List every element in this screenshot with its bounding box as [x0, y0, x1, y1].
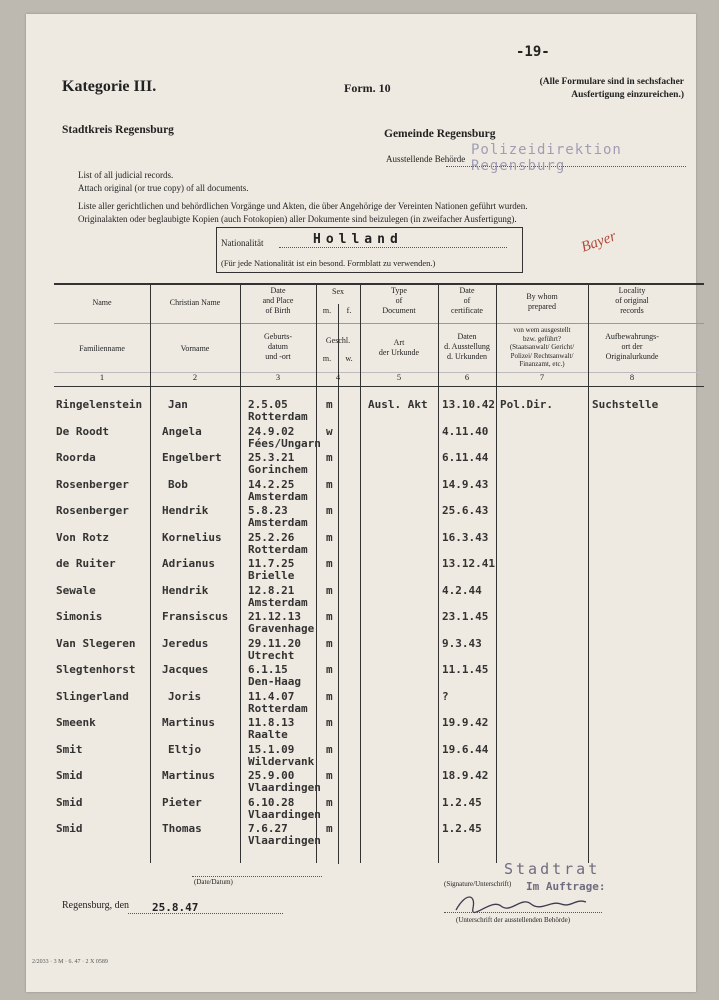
row-birth-place: Rotterdam [248, 410, 308, 423]
row-first-name: Bob [168, 477, 188, 491]
row-first-name: Joris [168, 689, 202, 703]
instruction-line: Liste aller gerichtlichen und behördlichen Vorgänge und Akten, die über Angehörige der Vereinten Nationen geführt wurden. [78, 201, 528, 211]
row-sex: m [326, 530, 333, 544]
row-birth-date: 12.8.21 [248, 583, 295, 597]
row-certificate-date: 4.2.44 [442, 583, 482, 597]
row-certificate-date: 13.10.42 [442, 398, 495, 411]
place-label: Regensburg, den [62, 900, 130, 911]
column-number: 2 [192, 372, 198, 382]
header-geschl: Geschl. [325, 336, 351, 345]
column-number: 7 [539, 372, 545, 382]
sex-subdivider [338, 304, 339, 864]
row-sex: m [326, 636, 333, 650]
row-certificate-date: 16.3.43 [442, 530, 489, 544]
row-certificate-date: 19.6.44 [442, 742, 489, 756]
header-sex-f: f. [346, 306, 352, 315]
row-sex: m [326, 663, 333, 676]
row-birth-place: Wildervank [248, 754, 315, 768]
header-sex-m: m. [322, 306, 332, 315]
row-sex: m [326, 795, 333, 809]
column-number: 3 [275, 372, 281, 382]
row-first-name: Angela [162, 424, 202, 438]
row-birth-place: Rotterdam [248, 542, 308, 556]
header-date-certificate: Date of certificate [451, 286, 483, 315]
row-sex: m [326, 398, 333, 411]
copies-note: (Alle Formulare sind in sechsfacher Ausfertigung einzureichen.) [539, 77, 684, 100]
header-daten-ausstellung: Daten d. Ausstellung d. Urkunden [444, 332, 490, 361]
row-birth-date: 25.3.21 [248, 451, 295, 464]
column-divider [150, 283, 151, 863]
row-birth-place: Brielle [248, 569, 295, 582]
row-sex: m [326, 742, 333, 756]
row-family-name: Rosenberger [56, 477, 129, 491]
row-first-name: Martinus [162, 716, 215, 729]
row-family-name: Slingerland [56, 689, 129, 703]
row-family-name: de Ruiter [56, 557, 116, 570]
district-label: Stadtkreis Regensburg [62, 124, 174, 136]
header-type-document: Type of Document [382, 286, 416, 315]
column-divider [316, 283, 317, 863]
row-birth-date: 14.2.25 [248, 477, 295, 491]
row-family-name: Roorda [56, 451, 96, 464]
row-birth-date: 15.1.09 [248, 742, 295, 756]
row-birth-place: Vlaardingen [248, 834, 321, 847]
header-bottom-rule [54, 386, 704, 387]
row-certificate-date: 6.11.44 [442, 451, 489, 464]
column-divider [240, 283, 241, 863]
column-number: 8 [629, 372, 635, 382]
row-certificate-date: 23.1.45 [442, 610, 489, 623]
row-family-name: Rosenberger [56, 504, 129, 517]
row-family-name: Von Rotz [56, 530, 109, 544]
row-document-type: Ausl. Akt [368, 398, 428, 411]
row-birth-date: 6.1.15 [248, 663, 288, 676]
header-divider [54, 323, 704, 324]
row-sex: m [326, 822, 333, 835]
nationality-label: Nationalität [221, 238, 264, 248]
signature-caption: (Signature/Unterschrift) [444, 880, 512, 888]
category-title: Kategorie III. [62, 78, 157, 95]
row-family-name: De Roodt [56, 424, 109, 438]
row-first-name: Eltjo [168, 742, 202, 756]
header-name-de: Familienname [79, 344, 125, 353]
row-certificate-date: 11.1.45 [442, 663, 489, 676]
row-sex: m [326, 769, 333, 782]
municipality-label: Gemeinde Regensburg [384, 128, 496, 140]
row-sex: m [326, 477, 333, 491]
row-family-name: Slegtenhorst [56, 663, 136, 676]
nationality-value: Holland [313, 232, 403, 247]
nationality-note: (Für jede Nationalität ist ein besond. Formblatt zu verwenden.) [221, 258, 436, 268]
column-number: 5 [396, 372, 402, 382]
document-date: 25.8.47 [152, 901, 199, 914]
row-sex: m [326, 451, 333, 464]
row-birth-place: Raalte [248, 728, 288, 741]
row-birth-date: 5.8.23 [248, 504, 288, 517]
red-handwritten-mark: Bayer [579, 228, 619, 256]
column-divider [438, 283, 439, 863]
header-christian-name: Christian Name [169, 298, 221, 307]
date-caption: (Date/Datum) [194, 878, 233, 886]
row-first-name: Adrianus [162, 557, 215, 570]
row-certificate-date: 1.2.45 [442, 795, 482, 809]
issuing-authority-label: Ausstellende Behörde [386, 154, 466, 164]
column-number: 6 [464, 372, 470, 382]
row-birth-place: Gravenhage [248, 622, 315, 635]
row-certificate-date: 25.6.43 [442, 504, 489, 517]
header-aufbewahrungsort: Aufbewahrungs- ort der Originalurkunde [605, 332, 659, 361]
row-family-name: Smeenk [56, 716, 96, 729]
row-sex: m [326, 583, 333, 597]
header-von-wem: von wem ausgestellt bzw. geführt? (Staatsanwalt/ Gericht/ Polizei/ Rechtsanwalt/ Finanzamt, etc.) [509, 326, 575, 368]
row-birth-date: 29.11.20 [248, 636, 301, 650]
row-birth-place: Amsterdam [248, 516, 308, 529]
row-sex: w [326, 424, 333, 438]
row-sex: m [326, 716, 333, 729]
row-family-name: Smid [56, 769, 83, 782]
row-birth-date: 11.7.25 [248, 557, 295, 570]
row-birth-date: 25.9.00 [248, 769, 295, 782]
row-certificate-date: 19.9.42 [442, 716, 489, 729]
row-family-name: Ringelenstein [56, 398, 143, 411]
row-birth-place: Fées/Ungarn [248, 436, 321, 450]
row-birth-date: 7.6.27 [248, 822, 288, 835]
row-birth-date: 21.12.13 [248, 610, 301, 623]
row-family-name: Smit [56, 742, 83, 756]
row-certificate-date: 4.11.40 [442, 424, 489, 438]
row-first-name: Engelbert [162, 451, 222, 464]
row-family-name: Smid [56, 822, 83, 835]
column-number: 1 [99, 372, 105, 382]
nationality-box [216, 227, 523, 273]
authority-signature-line [444, 912, 602, 913]
row-first-name: Hendrik [162, 583, 209, 597]
header-name-en: Name [92, 298, 112, 307]
row-certificate-date: 13.12.41 [442, 557, 495, 570]
row-birth-place: Amsterdam [248, 595, 308, 609]
row-first-name: Pieter [162, 795, 202, 809]
header-geburtsdatum: Geburts- datum und -ort [264, 332, 292, 361]
row-birth-date: 11.8.13 [248, 716, 295, 729]
table-top-rule [54, 283, 704, 285]
row-sex: m [326, 557, 333, 570]
row-birth-place: Amsterdam [248, 489, 308, 503]
row-first-name: Jeredus [162, 636, 209, 650]
row-birth-place: Vlaardingen [248, 781, 321, 794]
header-date-place: Date and Place of Birth [262, 286, 294, 315]
row-birth-place: Vlaardingen [248, 807, 321, 821]
row-birth-date: 6.10.28 [248, 795, 295, 809]
page-number: -19- [516, 44, 550, 60]
official-stamp-line2: Im Auftrage: [526, 880, 606, 893]
header-by-whom: By whom prepared [526, 292, 558, 311]
row-first-name: Kornelius [162, 530, 222, 544]
row-birth-place: Utrecht [248, 648, 295, 662]
row-first-name: Jacques [162, 663, 209, 676]
form-number: Form. 10 [344, 81, 391, 95]
issuing-authority-stamp: Polizeidirektion Regensburg [471, 142, 622, 174]
row-birth-place: Den-Haag [248, 675, 301, 688]
row-prepared-by: Pol.Dir. [500, 398, 553, 411]
row-birth-place: Rotterdam [248, 701, 308, 715]
row-sex: m [326, 610, 333, 623]
row-first-name: Thomas [162, 822, 202, 835]
row-certificate-date: 14.9.43 [442, 477, 489, 491]
row-birth-date: 24.9.02 [248, 424, 295, 438]
row-first-name: Fransiscus [162, 610, 229, 623]
authority-signature-caption: (Unterschrift der ausstellenden Behörde) [456, 916, 571, 924]
column-divider [588, 283, 589, 863]
row-locality: Suchstelle [592, 398, 659, 411]
header-geschl-w: w. [345, 354, 353, 363]
date-caption-line [192, 876, 322, 877]
header-geschl-m: m. [322, 354, 332, 363]
header-art-urkunde: Art der Urkunde [378, 338, 420, 357]
row-birth-place: Gorinchem [248, 463, 308, 476]
row-family-name: Simonis [56, 610, 103, 623]
row-certificate-date: 1.2.45 [442, 822, 482, 835]
row-birth-date: 25.2.26 [248, 530, 295, 544]
row-sex: m [326, 689, 333, 703]
row-certificate-date: 18.9.42 [442, 769, 489, 782]
header-locality: Locality of original records [615, 286, 649, 315]
row-sex: m [326, 504, 333, 517]
official-stamp: Stadtrat [504, 860, 601, 878]
nationality-line [279, 247, 507, 248]
row-first-name: Martinus [162, 769, 215, 782]
row-family-name: Sewale [56, 583, 96, 597]
row-family-name: Smid [56, 795, 83, 809]
instruction-line: Attach original (or true copy) of all documents. [78, 183, 249, 193]
row-birth-date: 11.4.07 [248, 689, 295, 703]
header-vorname: Vorname [180, 344, 210, 353]
form-page [26, 14, 696, 992]
row-first-name: Hendrik [162, 504, 209, 517]
instruction-line: List of all judicial records. [78, 170, 174, 180]
print-code: 2/2033 · 3 M · 6. 47 · 2 X 0589 [32, 959, 108, 965]
header-sex: Sex [332, 287, 344, 296]
instruction-line: Originalakten oder beglaubigte Kopien (auch Fotokopien) aller Dokumente sind beizulegen (in zweifacher Ausfertigung). [78, 214, 517, 224]
row-certificate-date: ? [442, 689, 449, 703]
row-birth-date: 2.5.05 [248, 398, 288, 411]
column-number: 4 [335, 372, 341, 382]
column-divider [360, 283, 361, 863]
column-divider [496, 283, 497, 863]
row-certificate-date: 9.3.43 [442, 636, 482, 650]
row-family-name: Van Slegeren [56, 636, 136, 650]
row-first-name: Jan [168, 398, 188, 411]
